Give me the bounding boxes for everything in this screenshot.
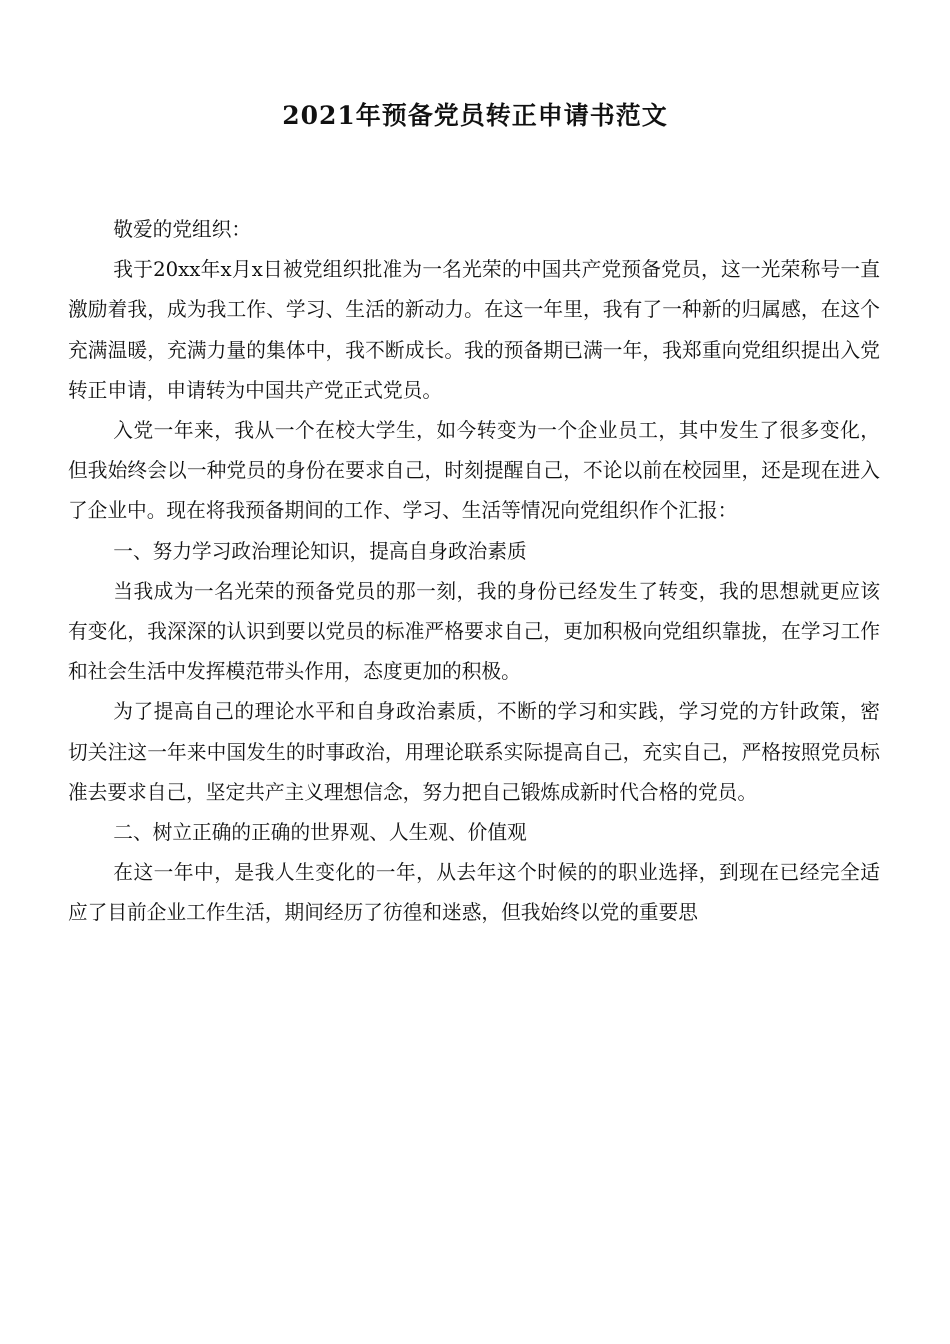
paragraph: 当我成为一名光荣的预备党员的那一刻，我的身份已经发生了转变，我的思想就更应该有变化，我深深的认识到要以党员的标准严格要求自己，更加积极向党组织靠拢，在学习工作和社会生活中发挥模范带头作用，态度更加的积极。 (68, 579, 880, 684)
paragraph: 我于20xx年x月x日被党组织批准为一名光荣的中国共产党预备党员，这一光荣称号一直激励着我，成为我工作、学习、生活的新动力。在这一年里，我有了一种新的归属感，在这个充满温暖，充满力量的集体中，我不断成长。我的预备期已满一年，我郑重向党组织提出入党转正申请，申请转为中国共产党正式党员。 (68, 258, 880, 402)
salutation: 敬爱的党组织： (113, 218, 252, 241)
paragraph: 为了提高自己的理论水平和自身政治素质，不断的学习和实践，学习党的方针政策，密切关注这一年来中国发生的时事政治，用理论联系实际提高自己，充实自己，严格按照党员标准去要求自己，坚定共产主义理想信念，努力把自己锻炼成新时代合格的党员。 (68, 700, 880, 804)
paragraph: 在这一年中，是我人生变化的一年，从去年这个时候的的职业选择，到现在已经完全适应了目前企业工作生活，期间经历了彷徨和迷惑，但我始终以党的重要思 (68, 861, 880, 925)
document-title: 2021年预备党员转正申请书范文 (282, 101, 668, 130)
section-heading: 一、努力学习政治理论知识，提高自身政治素质 (113, 539, 527, 563)
paragraph: 入党一年来，我从一个在校大学生，如今转变为一个企业员工，其中发生了很多变化，但我始终会以一种党员的身份在要求自己，时刻提醒自己，不论以前在校园里，还是现在进入了企业中。现在将我预备期间的工作、学习、生活等情况向党组织作个汇报： (68, 419, 880, 523)
document-body (68, 210, 880, 934)
section-heading: 二、树立正确的正确的世界观、人生观、价值观 (113, 821, 527, 845)
